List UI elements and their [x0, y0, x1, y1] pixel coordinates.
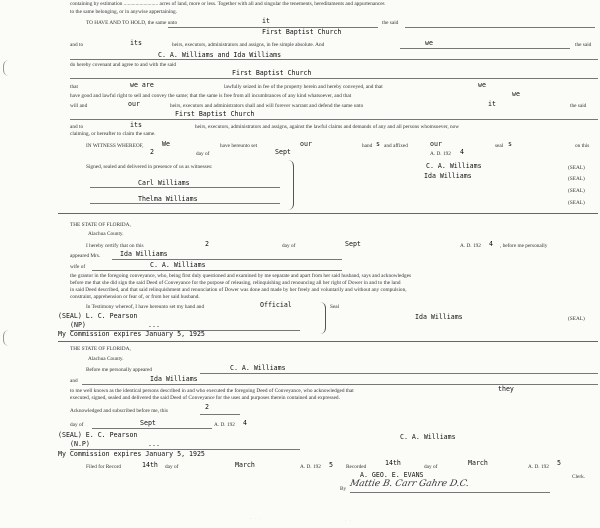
- belonging-line: to the same belonging, or in anywise appertaining.: [70, 9, 177, 15]
- testimony-text: In Testimony whereof, I have hereunto set my hand and: [86, 304, 205, 310]
- dots: ...: [148, 321, 160, 329]
- certify-text: I hereby certify that on this: [86, 243, 144, 249]
- seal-word: Seal: [330, 304, 340, 310]
- bleed-through-mark: · ·: [345, 518, 352, 523]
- commission-expiry: My Commission expires January 5, 1925: [58, 330, 205, 338]
- acknowledged-text: Acknowledged and subscribed before me, this: [70, 408, 168, 414]
- section-divider: [58, 213, 598, 214]
- filed-day: 14th: [142, 461, 158, 469]
- ack-day: 2: [205, 240, 209, 248]
- day-of-label: day of: [196, 151, 210, 157]
- blank-line: [70, 78, 598, 79]
- seal-tag: (SEAL): [568, 165, 585, 171]
- ad-label: A. D. 192: [214, 422, 235, 428]
- we-text: We: [162, 140, 170, 148]
- witness-name: Thelma Williams: [138, 195, 198, 203]
- hand-label: hand: [362, 143, 373, 149]
- notary-seal-line: (SEAL) E. C. Pearson: [58, 431, 138, 439]
- day-of-label: day of: [424, 464, 438, 470]
- on-this-label: on this: [575, 143, 590, 149]
- plural-s: s: [508, 140, 512, 148]
- filed-label: Filed for Record: [86, 464, 122, 470]
- before-me-text: Before me personally appeared: [86, 367, 153, 373]
- state-heading: THE STATE OF FLORIDA,: [70, 222, 131, 228]
- bleed-through-mark: · · ·: [250, 516, 261, 521]
- the-said-label: the said: [570, 103, 587, 109]
- ad-label: A. D. 192: [528, 464, 549, 470]
- ack-month: Sept: [140, 419, 156, 427]
- ack-body: to me well known as the identical persons described in and who executed the foregoing Deed of Conveyance, who acknowledged that: [70, 388, 354, 394]
- ad-label: A. D. 192: [300, 464, 321, 470]
- its-text: its: [130, 121, 142, 129]
- notary-np: (N.P): [70, 440, 90, 448]
- blank-line: [82, 384, 598, 385]
- blank-line: [350, 492, 550, 493]
- recorded-day: 14th: [385, 459, 401, 467]
- notary-seal-line: (SEAL) L. C. Pearson: [58, 312, 138, 320]
- wife-of-label: wife of: [70, 264, 86, 270]
- claims-text: heirs, executors, administrators and assigns, against the lawful claims and demands of any and all persons whomsoever, now: [195, 124, 460, 130]
- notary-np: (NP): [70, 321, 86, 329]
- by-label: By: [340, 486, 347, 492]
- signer-name: C. A. Williams: [426, 162, 482, 170]
- signer-name: Ida Williams: [424, 172, 472, 180]
- blank-line: [70, 119, 598, 120]
- lawfully-seized-text: lawfully seized in fee of the property herein and hereby conveyed, and that: [224, 84, 383, 90]
- signature-bracket: [288, 160, 294, 210]
- signed-sealed-text: Signed, sealed and delivered in presence of us as witnesses:: [86, 164, 213, 170]
- grantor-we: we: [425, 39, 433, 47]
- day-of-label: day of: [70, 422, 84, 428]
- grantee-name: First Baptist Church: [175, 110, 255, 118]
- clerk-name: A. GEO. E. EVANS: [360, 471, 424, 479]
- state-heading: THE STATE OF FLORIDA,: [70, 346, 131, 352]
- binder-mark: [3, 60, 10, 76]
- appearing-name: Ida Williams: [150, 375, 198, 383]
- ack-body: before me that she did sign the said Deed of Conveyance for the purpose of releasing, relinquishing and renouncing all her right of Dower in and to the land: [70, 280, 401, 286]
- recorded-month: March: [468, 459, 488, 467]
- signer-name: C. A. Williams: [400, 433, 456, 441]
- seal-label: seal: [495, 143, 504, 149]
- grantors-names: C. A. Williams and Ida Williams: [158, 51, 282, 59]
- recorded-year: 5: [557, 459, 561, 467]
- the-said-label: the said: [382, 20, 399, 26]
- it-text: it: [488, 100, 496, 108]
- county-heading: Alachua County.: [88, 356, 124, 362]
- grantee-name: First Baptist Church: [262, 28, 342, 36]
- execution-year: 4: [460, 148, 464, 156]
- appearing-name: Ida Williams: [120, 250, 168, 258]
- blank-line: [92, 270, 342, 271]
- seal-tag: (SEAL): [568, 176, 585, 182]
- have-hereunto-text: have hereunto set: [220, 143, 258, 149]
- binder-mark: [3, 330, 10, 346]
- appearing-name: C. A. Williams: [230, 364, 286, 372]
- appeared-label: appeared Mrs.: [70, 253, 101, 259]
- good-right-text: have good and lawful right to sell and convey the same; that the same is free from all incumbrances of any kind whatsoever, and that: [70, 93, 352, 99]
- before-me-text: , before me personally: [500, 243, 548, 249]
- affixed-label: and affixed: [384, 143, 408, 149]
- signer-name: Ida Williams: [415, 313, 463, 321]
- blank-line: [90, 187, 280, 188]
- witness-whereof-label: IN WITNESS WHEREOF,: [86, 143, 144, 149]
- blank-line: [200, 414, 240, 415]
- clerk-label: Clerk.: [572, 474, 586, 480]
- ack-month: Sept: [345, 240, 361, 248]
- official-text: Official: [260, 301, 292, 309]
- commission-expiry: My Commission expires January 5, 1925: [58, 450, 205, 458]
- our-text: our: [430, 140, 442, 148]
- ad-label: A. D. 192: [460, 243, 481, 249]
- and-to-label: and to: [70, 42, 84, 48]
- ack-body: in said Deed described, and that said relinquishment and renunciation of Dower was done and made by her freely and voluntarily and without any compulsion,: [70, 287, 407, 293]
- ack-body: the grantor in the foregoing conveyance, who, being first duly questioned and examined by me separate and apart from her said husband, says and acknowledges: [70, 273, 412, 279]
- ack-body: constraint, apprehension or fear of, or from her said husband.: [70, 294, 200, 300]
- filed-month: March: [235, 461, 255, 469]
- husband-name: C. A. Williams: [150, 261, 206, 269]
- day-of-label: day of: [282, 243, 296, 249]
- day-of-label: day of: [165, 464, 179, 470]
- ack-year: 4: [243, 419, 247, 427]
- claiming-text: claiming, or hereafter to claim the same.: [70, 131, 156, 137]
- county-heading: Alachua County.: [88, 231, 124, 237]
- dots: ...: [148, 440, 160, 448]
- execution-day: 2: [150, 148, 154, 156]
- plural-s: s: [376, 140, 380, 148]
- ack-year: 4: [489, 240, 493, 248]
- grantee-pronoun: its: [130, 39, 142, 47]
- we-text: we: [512, 90, 520, 98]
- section-divider: [58, 341, 598, 342]
- recorded-label: Recorded: [346, 464, 367, 470]
- seal-tag: (SEAL): [568, 188, 585, 194]
- will-and-label: will and: [70, 103, 88, 109]
- our-text: our: [300, 140, 312, 148]
- blank-line: [112, 259, 342, 260]
- filed-year: 5: [329, 461, 333, 469]
- grantee-name: First Baptist Church: [232, 69, 312, 77]
- blank-line: [200, 373, 598, 374]
- the-said-label: the said: [575, 42, 592, 48]
- ad-label: A. D. 192: [430, 151, 451, 157]
- seal-tag: (SEAL): [568, 316, 585, 322]
- they-text: they: [498, 385, 514, 393]
- estimation-line: containing by estimation .......................... acres of land, more or less. Together with all and singular the tenements, hereditaments and appurtenances: [70, 1, 385, 7]
- ack-day: 2: [205, 403, 209, 411]
- that-label: that: [70, 84, 78, 90]
- signature-bracket: [320, 302, 326, 334]
- execution-month: Sept: [275, 148, 291, 156]
- witness-name: Carl Williams: [138, 179, 190, 187]
- blank-line: [70, 59, 598, 60]
- habendum-pronoun: it: [262, 17, 270, 25]
- we-text: we: [478, 81, 486, 89]
- ack-body: executed, signed, sealed and delivered the said Deed of Conveyance for the uses and purposes therein contained and expressed.: [70, 395, 340, 401]
- and-to-label: and to: [70, 124, 84, 130]
- blank-line: [90, 203, 280, 204]
- covenant-text: do hereby covenant and agree to and with the said: [70, 62, 177, 68]
- blank-line: [400, 48, 570, 49]
- and-label: and: [70, 378, 78, 384]
- habendum-text: TO HAVE AND TO HOLD, the same unto: [86, 20, 178, 26]
- seal-tag: (SEAL): [568, 200, 585, 206]
- heirs-fee-simple: heirs, executors, administrators and assigns, in fee simple absolute. And: [172, 42, 325, 48]
- we-are: we are: [130, 81, 154, 89]
- our-text: our: [128, 100, 140, 108]
- blank-line: [92, 428, 212, 429]
- deputy-clerk-signature: Mattie B. Carr Gahre D.C.: [348, 479, 471, 489]
- blank-line: [405, 27, 595, 28]
- warrant-text: heirs, executors and administrators shall and will forever warrant and defend the same unto: [170, 103, 364, 109]
